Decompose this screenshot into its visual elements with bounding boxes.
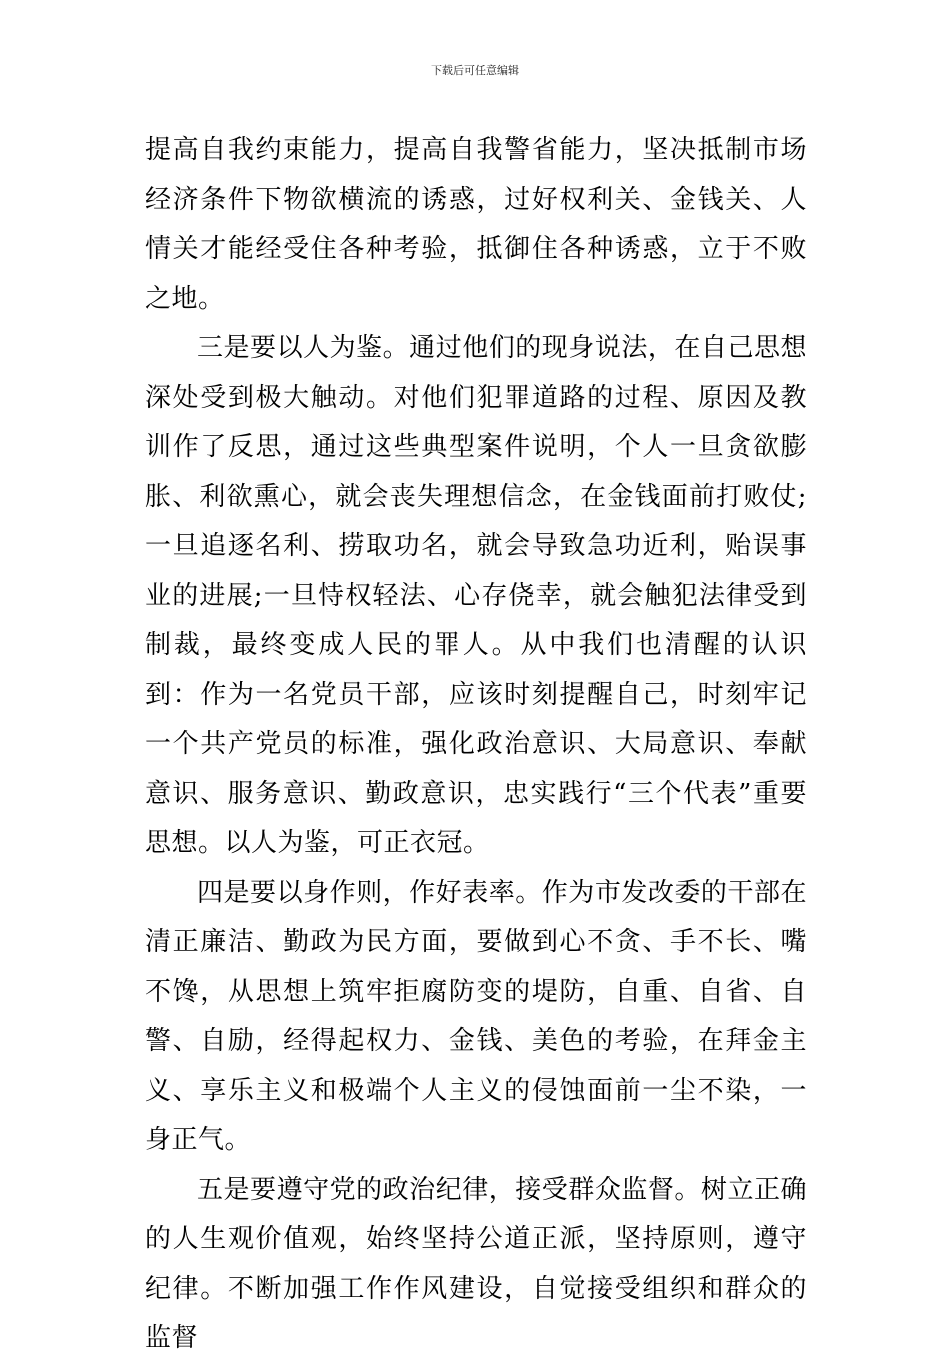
- paragraph-five: 五是要遵守党的政治纪律，接受群众监督。树立正确的人生观价值观，始终坚持公道正派，坚持原则，遵守纪律。不断加强工作作风建设，自觉接受组织和群众的监督: [145, 1174, 807, 1353]
- page-header: 下载后可任意编辑: [431, 64, 519, 77]
- paragraph-three: 三是要以人为鉴。通过他们的现身说法，在自己思想深处受到极大触动。对他们犯罪道路的过程、原因及教训作了反思，通过这些典型案件说明，个人一旦贪欲膨胀、利欲熏心，就会丧失理想信念，在金钱面前打败仗;一旦追逐名利、捞取功名，就会导致急功近利，贻误事业的进展;一旦恃权轻法、心存侥幸，就会触犯法律受到制裁，最终变成人民的罪人。从中我们也清醒的认识到：作为一名党员干部，应该时刻提醒自己，时刻牢记一个共产党员的标准，强化政治意识、大局意识、奉献意识、服务意识、勤政意识，忠实践行“三个代表”重要思想。以人为鉴，可正衣冠。: [145, 333, 807, 858]
- paragraph-four: 四是要以身作则，作好表率。作为市发改委的干部在清正廉洁、勤政为民方面，要做到心不贪、手不长、嘴不馋，从思想上筑牢拒腐防变的堤防，自重、自省、自警、自励，经得起权力、金钱、美色的考验，在拜金主义、享乐主义和极端个人主义的侵蚀面前一尘不染，一身正气。: [145, 877, 807, 1155]
- paragraph-continuation: 提高自我约束能力，提高自我警省能力，坚决抵制市场经济条件下物欲横流的诱惑，过好权利关、金钱关、人情关才能经受住各种考验，抵御住各种诱惑，立于不败之地。: [145, 135, 807, 314]
- document-body: [145, 126, 807, 1364]
